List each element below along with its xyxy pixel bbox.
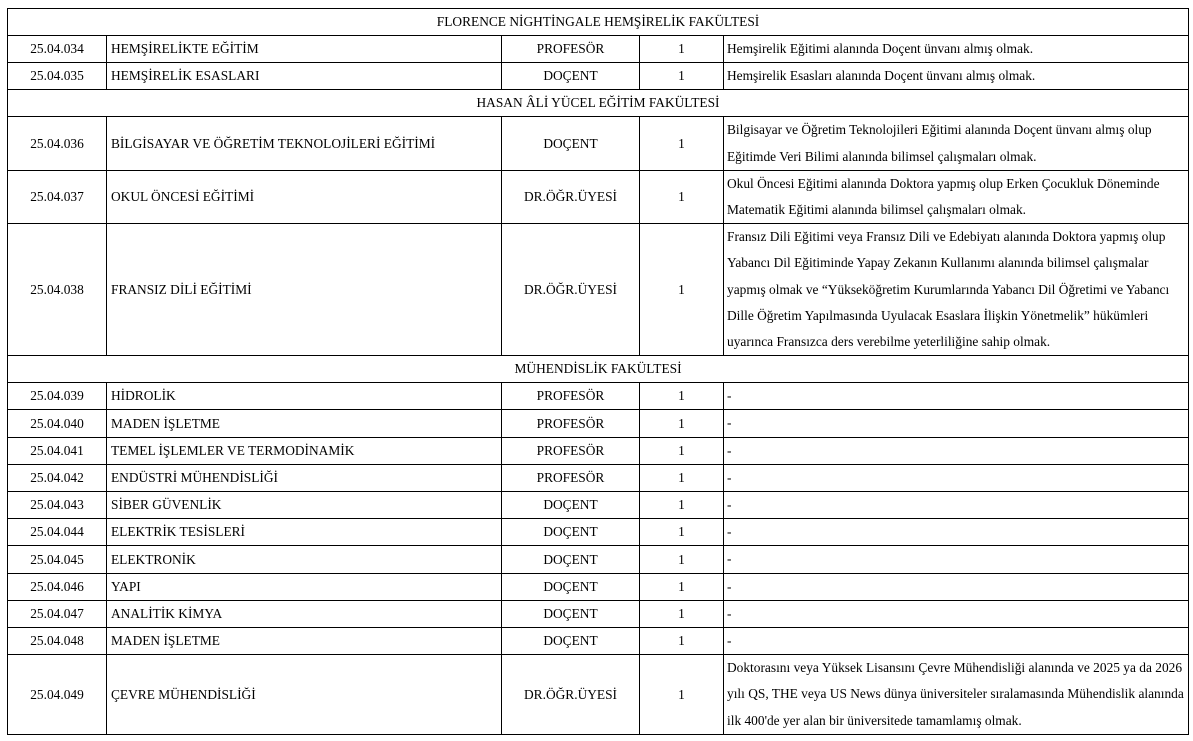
academic-title: PROFESÖR <box>502 410 640 437</box>
position-count: 1 <box>640 573 724 600</box>
position-code: 25.04.034 <box>8 36 107 63</box>
position-count: 1 <box>640 519 724 546</box>
position-code: 25.04.036 <box>8 117 107 170</box>
position-code: 25.04.043 <box>8 492 107 519</box>
table-row <box>8 170 1189 223</box>
position-count: 1 <box>640 628 724 655</box>
department-name: MADEN İŞLETME <box>107 628 502 655</box>
academic-title: PROFESÖR <box>502 36 640 63</box>
academic-title: DOÇENT <box>502 628 640 655</box>
position-count: 1 <box>640 63 724 90</box>
position-count: 1 <box>640 117 724 170</box>
academic-title: DR.ÖĞR.ÜYESİ <box>502 655 640 735</box>
position-code: 25.04.049 <box>8 655 107 735</box>
position-count: 1 <box>640 170 724 223</box>
position-code: 25.04.038 <box>8 224 107 356</box>
academic-title: PROFESÖR <box>502 464 640 491</box>
department-name: FRANSIZ DİLİ EĞİTİMİ <box>107 224 502 356</box>
requirement-text: - <box>724 546 1189 573</box>
position-code: 25.04.040 <box>8 410 107 437</box>
requirement-text: - <box>724 600 1189 627</box>
department-name: ELEKTRONİK <box>107 546 502 573</box>
table-row <box>8 600 1189 627</box>
position-count: 1 <box>640 383 724 410</box>
position-count: 1 <box>640 546 724 573</box>
academic-title: DOÇENT <box>502 63 640 90</box>
academic-title: DOÇENT <box>502 519 640 546</box>
academic-title: DR.ÖĞR.ÜYESİ <box>502 224 640 356</box>
position-code: 25.04.042 <box>8 464 107 491</box>
position-count: 1 <box>640 437 724 464</box>
academic-title: DOÇENT <box>502 546 640 573</box>
academic-title: DOÇENT <box>502 492 640 519</box>
academic-title: DOÇENT <box>502 600 640 627</box>
faculty-header-row <box>8 90 1189 117</box>
department-name: HİDROLİK <box>107 383 502 410</box>
department-name: TEMEL İŞLEMLER VE TERMODİNAMİK <box>107 437 502 464</box>
table-row <box>8 224 1189 356</box>
requirement-text: - <box>724 410 1189 437</box>
department-name: ÇEVRE MÜHENDİSLİĞİ <box>107 655 502 735</box>
requirement-text: Hemşirelik Esasları alanında Doçent ünvanı almış olmak. <box>724 63 1189 90</box>
table-body <box>8 9 1189 735</box>
requirement-text: Okul Öncesi Eğitimi alanında Doktora yapmış olup Erken Çocukluk Döneminde Matematik Eğitimi alanında bilimsel çalışmaları olmak. <box>724 170 1189 223</box>
position-count: 1 <box>640 600 724 627</box>
position-count: 1 <box>640 36 724 63</box>
table-row <box>8 464 1189 491</box>
department-name: HEMŞİRELİK ESASLARI <box>107 63 502 90</box>
department-name: OKUL ÖNCESİ EĞİTİMİ <box>107 170 502 223</box>
table-row <box>8 383 1189 410</box>
requirement-text: - <box>724 573 1189 600</box>
position-code: 25.04.045 <box>8 546 107 573</box>
position-code: 25.04.037 <box>8 170 107 223</box>
position-count: 1 <box>640 464 724 491</box>
position-code: 25.04.044 <box>8 519 107 546</box>
academic-title: DOÇENT <box>502 573 640 600</box>
table-row <box>8 117 1189 170</box>
table-row <box>8 63 1189 90</box>
table-row <box>8 546 1189 573</box>
requirement-text: - <box>724 492 1189 519</box>
requirement-text: - <box>724 464 1189 491</box>
department-name: YAPI <box>107 573 502 600</box>
academic-title: DR.ÖĞR.ÜYESİ <box>502 170 640 223</box>
faculty-name: FLORENCE NİGHTİNGALE HEMŞİRELİK FAKÜLTESİ <box>8 9 1189 36</box>
position-count: 1 <box>640 224 724 356</box>
position-count: 1 <box>640 410 724 437</box>
department-name: ANALİTİK KİMYA <box>107 600 502 627</box>
academic-title: PROFESÖR <box>502 437 640 464</box>
department-name: SİBER GÜVENLİK <box>107 492 502 519</box>
table-row <box>8 628 1189 655</box>
faculty-header-row <box>8 356 1189 383</box>
position-code: 25.04.048 <box>8 628 107 655</box>
academic-title: DOÇENT <box>502 117 640 170</box>
position-code: 25.04.041 <box>8 437 107 464</box>
department-name: MADEN İŞLETME <box>107 410 502 437</box>
requirement-text: Doktorasını veya Yüksek Lisansını Çevre Mühendisliği alanında ve 2025 ya da 2026 yılı QS, THE veya US News dünya üniversiteler sıralamasında Mühendislik alanında ilk 400'de yer alan bir üniversitede tamamlamış olmak. <box>724 655 1189 735</box>
table-row <box>8 410 1189 437</box>
department-name: ENDÜSTRİ MÜHENDİSLİĞİ <box>107 464 502 491</box>
table-row <box>8 36 1189 63</box>
position-code: 25.04.035 <box>8 63 107 90</box>
faculty-name: MÜHENDİSLİK FAKÜLTESİ <box>8 356 1189 383</box>
requirement-text: Fransız Dili Eğitimi veya Fransız Dili ve Edebiyatı alanında Doktora yapmış olup Yabancı Dil Eğitiminde Yapay Zekanın Kullanımı alanında bilimsel çalışmalar yapmış olmak ve “Yükseköğretim Kurumlarında Yabancı Dil Öğretimi ve Yabancı Dille Öğretim Yapılmasında Uyulacak Esaslara İlişkin Yönetmelik” hükümleri uyarınca Fransızca ders verebilme yeterliliğine sahip olmak. <box>724 224 1189 356</box>
position-code: 25.04.046 <box>8 573 107 600</box>
department-name: BİLGİSAYAR VE ÖĞRETİM TEKNOLOJİLERİ EĞİTİMİ <box>107 117 502 170</box>
table-row <box>8 573 1189 600</box>
department-name: HEMŞİRELİKTE EĞİTİM <box>107 36 502 63</box>
department-name: ELEKTRİK TESİSLERİ <box>107 519 502 546</box>
faculty-header-row <box>8 9 1189 36</box>
requirement-text: Bilgisayar ve Öğretim Teknolojileri Eğitimi alanında Doçent ünvanı almış olup Eğitimde Veri Bilimi alanında bilimsel çalışmaları olmak. <box>724 117 1189 170</box>
staff-positions-table <box>7 8 1189 735</box>
position-code: 25.04.047 <box>8 600 107 627</box>
table-row <box>8 492 1189 519</box>
requirement-text: - <box>724 519 1189 546</box>
requirement-text: - <box>724 437 1189 464</box>
position-count: 1 <box>640 492 724 519</box>
faculty-name: HASAN ÂLİ YÜCEL EĞİTİM FAKÜLTESİ <box>8 90 1189 117</box>
academic-title: PROFESÖR <box>502 383 640 410</box>
requirement-text: - <box>724 383 1189 410</box>
table-row <box>8 437 1189 464</box>
table-row <box>8 655 1189 735</box>
position-count: 1 <box>640 655 724 735</box>
requirement-text: - <box>724 628 1189 655</box>
requirement-text: Hemşirelik Eğitimi alanında Doçent ünvanı almış olmak. <box>724 36 1189 63</box>
table-row <box>8 519 1189 546</box>
position-code: 25.04.039 <box>8 383 107 410</box>
